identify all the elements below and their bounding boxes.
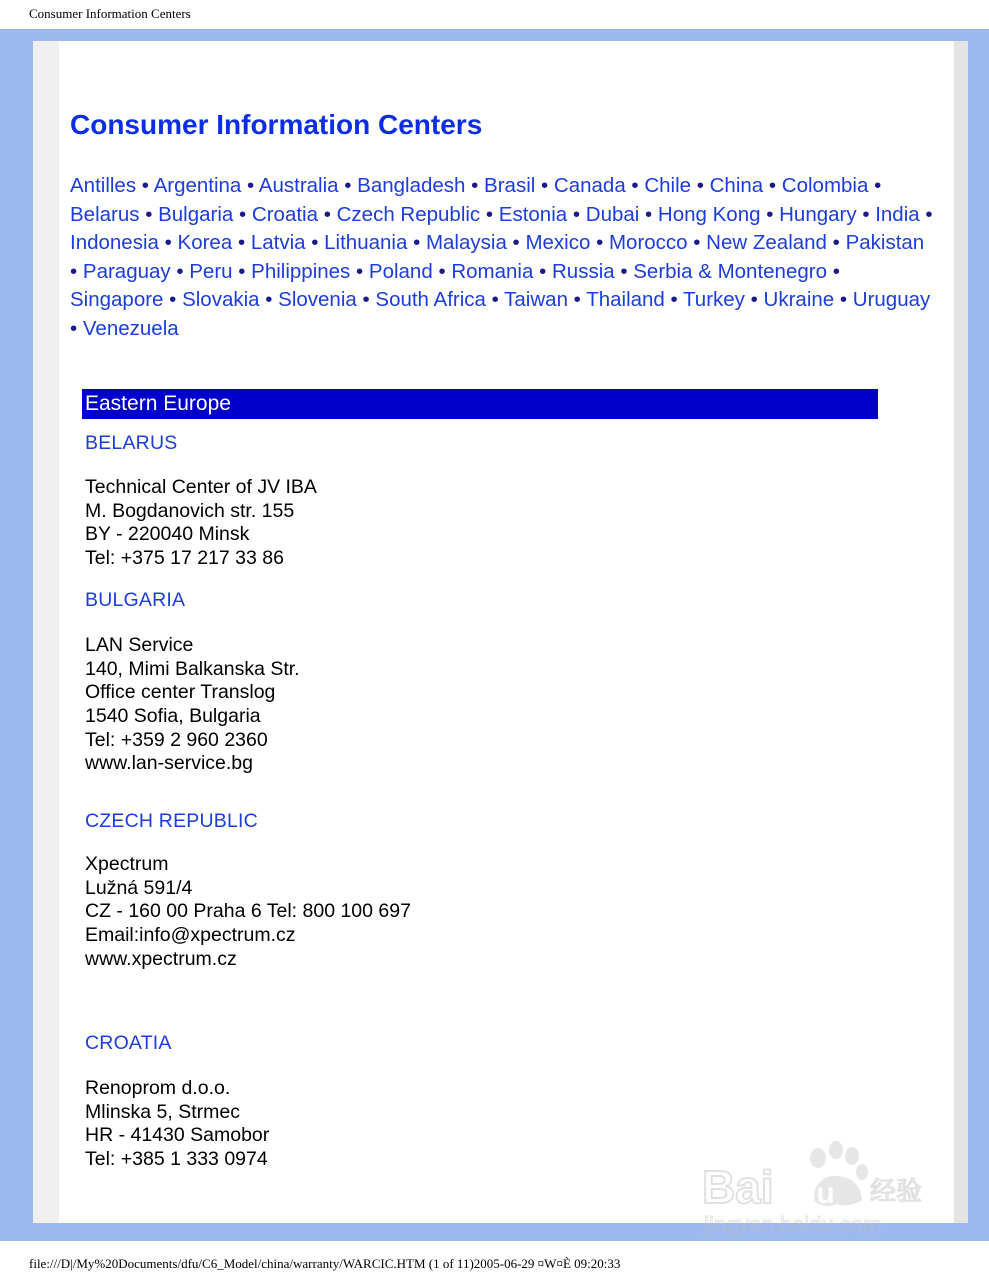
address-line: Email:info@xpectrum.cz	[85, 924, 296, 947]
link-separator: •	[541, 174, 549, 197]
link-separator: •	[438, 259, 446, 283]
link-separator: •	[176, 259, 184, 283]
country-link-hungary[interactable]: Hungary	[779, 202, 857, 226]
link-separator: •	[573, 288, 581, 312]
watermark-chinese: 经验	[870, 1177, 923, 1207]
address-line: 1540 Sofia, Bulgaria	[85, 705, 261, 728]
link-separator: •	[238, 259, 246, 283]
country-link-malaysia[interactable]: Malaysia	[425, 231, 507, 255]
watermark-brand: Bai	[702, 1161, 774, 1213]
center-address-belarus	[85, 476, 317, 571]
address-line: www.lan-service.bg	[85, 752, 253, 775]
country-link-indonesia[interactable]: Indonesia	[70, 231, 159, 255]
country-link-romania[interactable]: Romania	[451, 259, 534, 283]
country-link-hong-kong[interactable]: Hong Kong	[657, 202, 761, 226]
country-link-chile[interactable]: Chile	[644, 174, 692, 197]
link-separator: •	[750, 288, 758, 312]
country-link-argentina[interactable]: Argentina	[153, 174, 242, 197]
country-link-russia[interactable]: Russia	[551, 259, 615, 283]
baidu-watermark-logo	[700, 1128, 940, 1238]
link-separator: •	[862, 202, 870, 226]
center-address-bulgaria	[85, 634, 300, 776]
link-separator: •	[247, 174, 255, 197]
country-link-paraguay[interactable]: Paraguay	[82, 259, 171, 283]
link-separator: •	[572, 202, 581, 226]
link-separator: •	[164, 231, 172, 255]
address-line: Technical Center of JV IBA	[85, 476, 317, 498]
address-line: BY - 220040 Minsk	[85, 523, 250, 546]
address-line: Renoprom d.o.o.	[85, 1077, 231, 1099]
country-link-korea[interactable]: Korea	[177, 231, 233, 255]
center-country-bulgaria: BULGARIA	[85, 589, 186, 611]
link-separator: •	[169, 288, 177, 312]
address-line: Mlinska 5, Strmec	[85, 1100, 240, 1123]
link-separator: •	[874, 174, 882, 197]
link-separator: •	[768, 174, 777, 197]
watermark-du: du	[798, 1177, 835, 1210]
frame-left-margin	[33, 41, 59, 1223]
watermark-url: jingyan.baidu.com	[704, 1212, 882, 1237]
country-link-china[interactable]: China	[709, 174, 764, 197]
link-separator: •	[539, 259, 547, 283]
center-address-croatia	[85, 1077, 269, 1172]
country-link-mexico[interactable]: Mexico	[525, 231, 591, 255]
country-link-belarus[interactable]: Belarus	[70, 202, 140, 226]
link-separator: •	[925, 202, 933, 226]
country-link-taiwan[interactable]: Taiwan	[504, 288, 568, 312]
link-separator: •	[311, 231, 319, 255]
link-separator: •	[145, 202, 153, 226]
country-link-croatia[interactable]: Croatia	[251, 202, 319, 226]
link-separator: •	[839, 288, 848, 312]
country-link-thailand[interactable]: Thailand	[586, 288, 665, 312]
country-link-bulgaria[interactable]: Bulgaria	[158, 202, 234, 226]
link-separator: •	[832, 259, 840, 283]
link-separator: •	[141, 174, 149, 197]
link-separator: •	[491, 288, 499, 312]
address-line: Tel: +359 2 960 2360	[85, 728, 268, 751]
country-link-antilles[interactable]: Antilles	[70, 174, 137, 197]
country-link-bangladesh[interactable]: Bangladesh	[357, 174, 466, 197]
center-address-czech-republic	[85, 853, 411, 971]
address-line: M. Bogdanovich str. 155	[85, 499, 295, 522]
link-separator: •	[620, 259, 628, 283]
country-link-dubai[interactable]: Dubai	[585, 202, 640, 226]
country-link-australia[interactable]: Australia	[258, 174, 339, 197]
country-link-canada[interactable]: Canada	[553, 174, 626, 197]
link-separator: •	[362, 288, 370, 312]
address-line: www.xpectrum.cz	[85, 947, 237, 970]
link-separator: •	[485, 202, 494, 226]
country-link-uruguay[interactable]: Uruguay	[852, 288, 931, 312]
address-line: Office center Translog	[85, 681, 276, 704]
country-link-pakistan[interactable]: Pakistan	[845, 231, 925, 255]
country-link-philippines[interactable]: Philippines	[251, 259, 351, 283]
country-link-serbia-montenegro[interactable]: Serbia & Montenegro	[633, 259, 827, 283]
country-link-estonia[interactable]: Estonia	[498, 202, 568, 226]
link-separator: •	[70, 316, 78, 340]
print-header: Consumer Information Centers	[29, 6, 191, 21]
center-country-croatia: CROATIA	[85, 1032, 172, 1054]
country-link-brasil[interactable]: Brasil	[484, 174, 536, 197]
address-line: CZ - 160 00 Praha 6 Tel: 800 100 697	[85, 900, 411, 923]
link-separator: •	[239, 202, 247, 226]
link-separator: •	[344, 174, 352, 197]
link-separator: •	[670, 288, 678, 312]
content-area	[59, 41, 954, 1223]
address-line: Xpectrum	[85, 853, 169, 875]
country-link-lithuania[interactable]: Lithuania	[324, 231, 408, 255]
address-line: Tel: +375 17 217 33 86	[85, 547, 284, 570]
link-separator: •	[512, 231, 520, 255]
country-link-new-zealand[interactable]: New Zealand	[706, 231, 827, 255]
center-country-czech-republic: CZECH REPUBLIC	[85, 810, 258, 832]
link-separator: •	[413, 231, 421, 255]
country-link-poland[interactable]: Poland	[368, 259, 433, 283]
link-separator: •	[832, 231, 840, 255]
country-link-morocco[interactable]: Morocco	[608, 231, 688, 255]
country-link-peru[interactable]: Peru	[189, 259, 233, 283]
link-separator: •	[645, 202, 653, 226]
country-link-list	[70, 172, 936, 344]
link-separator: •	[696, 174, 704, 197]
country-link-colombia[interactable]: Colombia	[781, 174, 869, 197]
link-separator: •	[237, 231, 246, 255]
link-separator: •	[356, 259, 364, 283]
country-link-slovakia[interactable]: Slovakia	[182, 288, 260, 312]
link-separator: •	[693, 231, 701, 255]
print-footer: file:///D|/My%20Documents/dfu/C6_Model/china/warranty/WARCIC.HTM (1 of 11)2005-06-29 ¤W¤È 09:20:33	[29, 1256, 621, 1271]
link-separator: •	[323, 202, 331, 226]
region-header: Eastern Europe	[82, 389, 878, 419]
country-link-venezuela[interactable]: Venezuela	[82, 316, 179, 340]
country-link-south-africa[interactable]: South Africa	[375, 288, 486, 312]
country-link-slovenia[interactable]: Slovenia	[278, 288, 357, 312]
center-country-belarus: BELARUS	[85, 432, 178, 454]
link-separator: •	[631, 174, 639, 197]
frame-right-margin	[954, 41, 968, 1223]
country-link-ukraine[interactable]: Ukraine	[763, 288, 835, 312]
link-separator: •	[70, 259, 78, 283]
link-separator: •	[766, 202, 774, 226]
address-line: 140, Mimi Balkanska Str.	[85, 657, 300, 680]
country-link-turkey[interactable]: Turkey	[683, 288, 745, 312]
address-line: HR - 41430 Samobor	[85, 1124, 270, 1147]
link-separator: •	[265, 288, 273, 312]
country-link-latvia[interactable]: Latvia	[250, 231, 306, 255]
page-title: Consumer Information Centers	[70, 109, 483, 140]
address-line: Tel: +385 1 333 0974	[85, 1148, 268, 1171]
link-separator: •	[471, 174, 479, 197]
country-link-czech-republic[interactable]: Czech Republic	[336, 202, 481, 226]
country-link-singapore[interactable]: Singapore	[70, 288, 164, 312]
country-link-india[interactable]: India	[875, 202, 920, 226]
link-separator: •	[596, 231, 604, 255]
address-line: Lužná 591/4	[85, 876, 193, 899]
address-line: LAN Service	[85, 634, 194, 656]
